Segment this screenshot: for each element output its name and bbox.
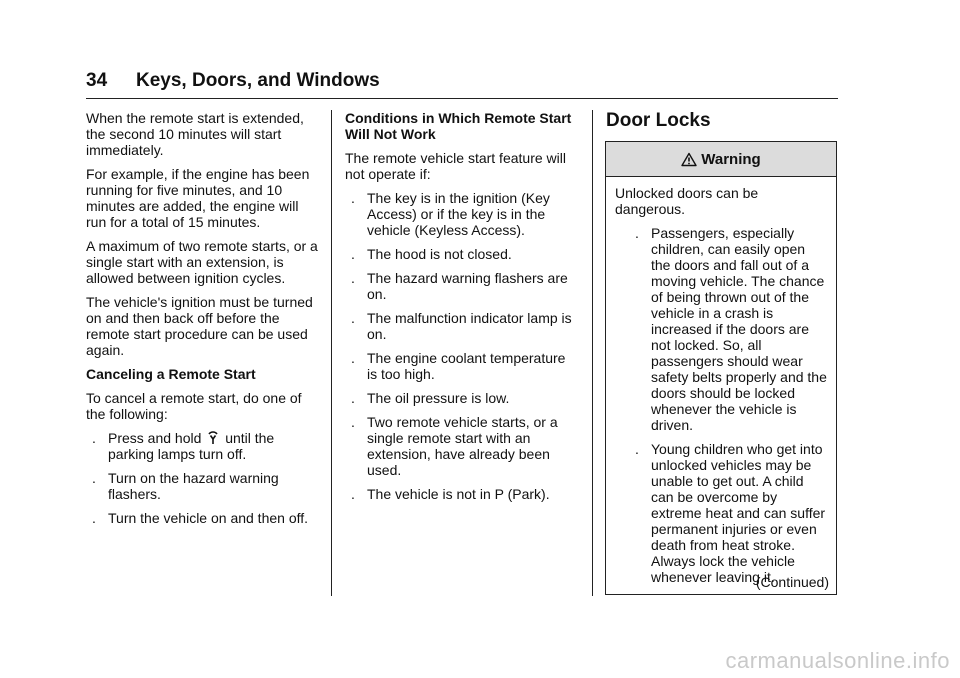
bullet-marker: . [635, 441, 639, 457]
list-item-text: The malfunction indicator lamp is on. [367, 310, 572, 342]
bullet-marker: . [351, 486, 355, 502]
list-item [345, 414, 577, 478]
list-item [86, 430, 318, 462]
list-item [345, 270, 577, 302]
paragraph: To cancel a remote start, do one of the following: [86, 390, 302, 422]
list-item [345, 310, 577, 342]
page-number: 34 [86, 70, 108, 91]
list-item-text: Young children who get into unlocked vehicles may be unable to get out. A child can be overcome by extreme heat and can suffer permanent injuries or even death from heat stroke. Always lock the vehicle whenever leaving it. [651, 441, 826, 585]
list-item [345, 486, 577, 502]
list-item [345, 190, 577, 238]
column-2 [345, 110, 577, 510]
warning-title: Warning [701, 150, 761, 168]
warning-box [605, 141, 837, 595]
warning-triangle-icon [681, 152, 697, 167]
list-item-text: The vehicle is not in P (Park). [367, 486, 550, 502]
column-1 [86, 110, 318, 534]
bullet-marker: . [635, 225, 639, 241]
list-item-text: The engine coolant temperature is too high. [367, 350, 566, 382]
bullet-marker: . [351, 350, 355, 366]
paragraph: When the remote start is extended, the second 10 minutes will start immediately. [86, 110, 304, 158]
list-item-text: The hazard warning flashers are on. [367, 270, 568, 302]
list-item [629, 225, 827, 433]
list-item-text: The oil pressure is low. [367, 390, 510, 406]
list-item [629, 441, 827, 585]
paragraph: The remote vehicle start feature will not operate if: [345, 150, 566, 182]
bullet-marker: . [351, 414, 355, 430]
bullet-marker: . [92, 510, 96, 526]
list-item-text: The hood is not closed. [367, 246, 512, 262]
subheading-canceling-remote-start: Canceling a Remote Start [86, 366, 256, 382]
bullet-marker: . [92, 470, 96, 486]
bullet-marker: . [351, 390, 355, 406]
list-item [345, 246, 577, 262]
paragraph: A maximum of two remote starts, or a single start with an extension, is allowed between ignition cycles. [86, 238, 318, 286]
bullet-marker: . [351, 310, 355, 326]
cancel-steps-list [86, 430, 318, 526]
warning-list [629, 225, 827, 585]
list-item-text: Turn on the hazard warning flashers. [108, 470, 279, 502]
door-locks-heading: Door Locks [606, 110, 711, 131]
list-item-text: Press and hold [108, 430, 202, 446]
bullet-marker: . [92, 430, 96, 446]
list-item [86, 470, 318, 502]
remote-start-icon [207, 431, 219, 445]
page-header [86, 70, 838, 99]
list-item-text: until the parking lamps turn off. [108, 430, 275, 462]
paragraph: For example, if the engine has been running for five minutes, and 10 minutes are added, the engine will run for a total of 15 minutes. [86, 166, 310, 230]
warning-body [606, 177, 836, 585]
warning-intro: Unlocked doors can be dangerous. [615, 185, 759, 217]
list-item [86, 510, 318, 526]
list-item-text: The key is in the ignition (Key Access) or if the key is in the vehicle (Keyless Access). [367, 190, 550, 238]
list-item-text: Passengers, especially children, can easily open the doors and fall out of a moving vehicle. The chance of being thrown out of the vehicle in a crash is increased if the doors are not locked. So, all passengers should wear safety belts properly and the doors should be locked whenever the vehicle is driven. [651, 225, 827, 433]
list-item-text: Two remote vehicle starts, or a single remote start with an extension, have already been used. [367, 414, 558, 478]
watermark: carmanualsonline.info [725, 648, 950, 673]
column-divider [331, 110, 332, 596]
bullet-marker: . [351, 270, 355, 286]
section-title: Keys, Doors, and Windows [136, 70, 380, 91]
bullet-marker: . [351, 246, 355, 262]
bullet-marker: . [351, 190, 355, 206]
column-divider [592, 110, 593, 596]
conditions-list [345, 190, 577, 502]
warning-header [606, 142, 836, 177]
list-item [345, 390, 577, 406]
subheading-conditions: Conditions in Which Remote Start Will Not Work [345, 110, 572, 142]
continued-label: (Continued) [755, 574, 829, 590]
paragraph: The vehicle's ignition must be turned on and then back off before the remote start procedure can be used again. [86, 294, 313, 358]
list-item [345, 350, 577, 382]
list-item-text: Turn the vehicle on and then off. [108, 510, 309, 526]
